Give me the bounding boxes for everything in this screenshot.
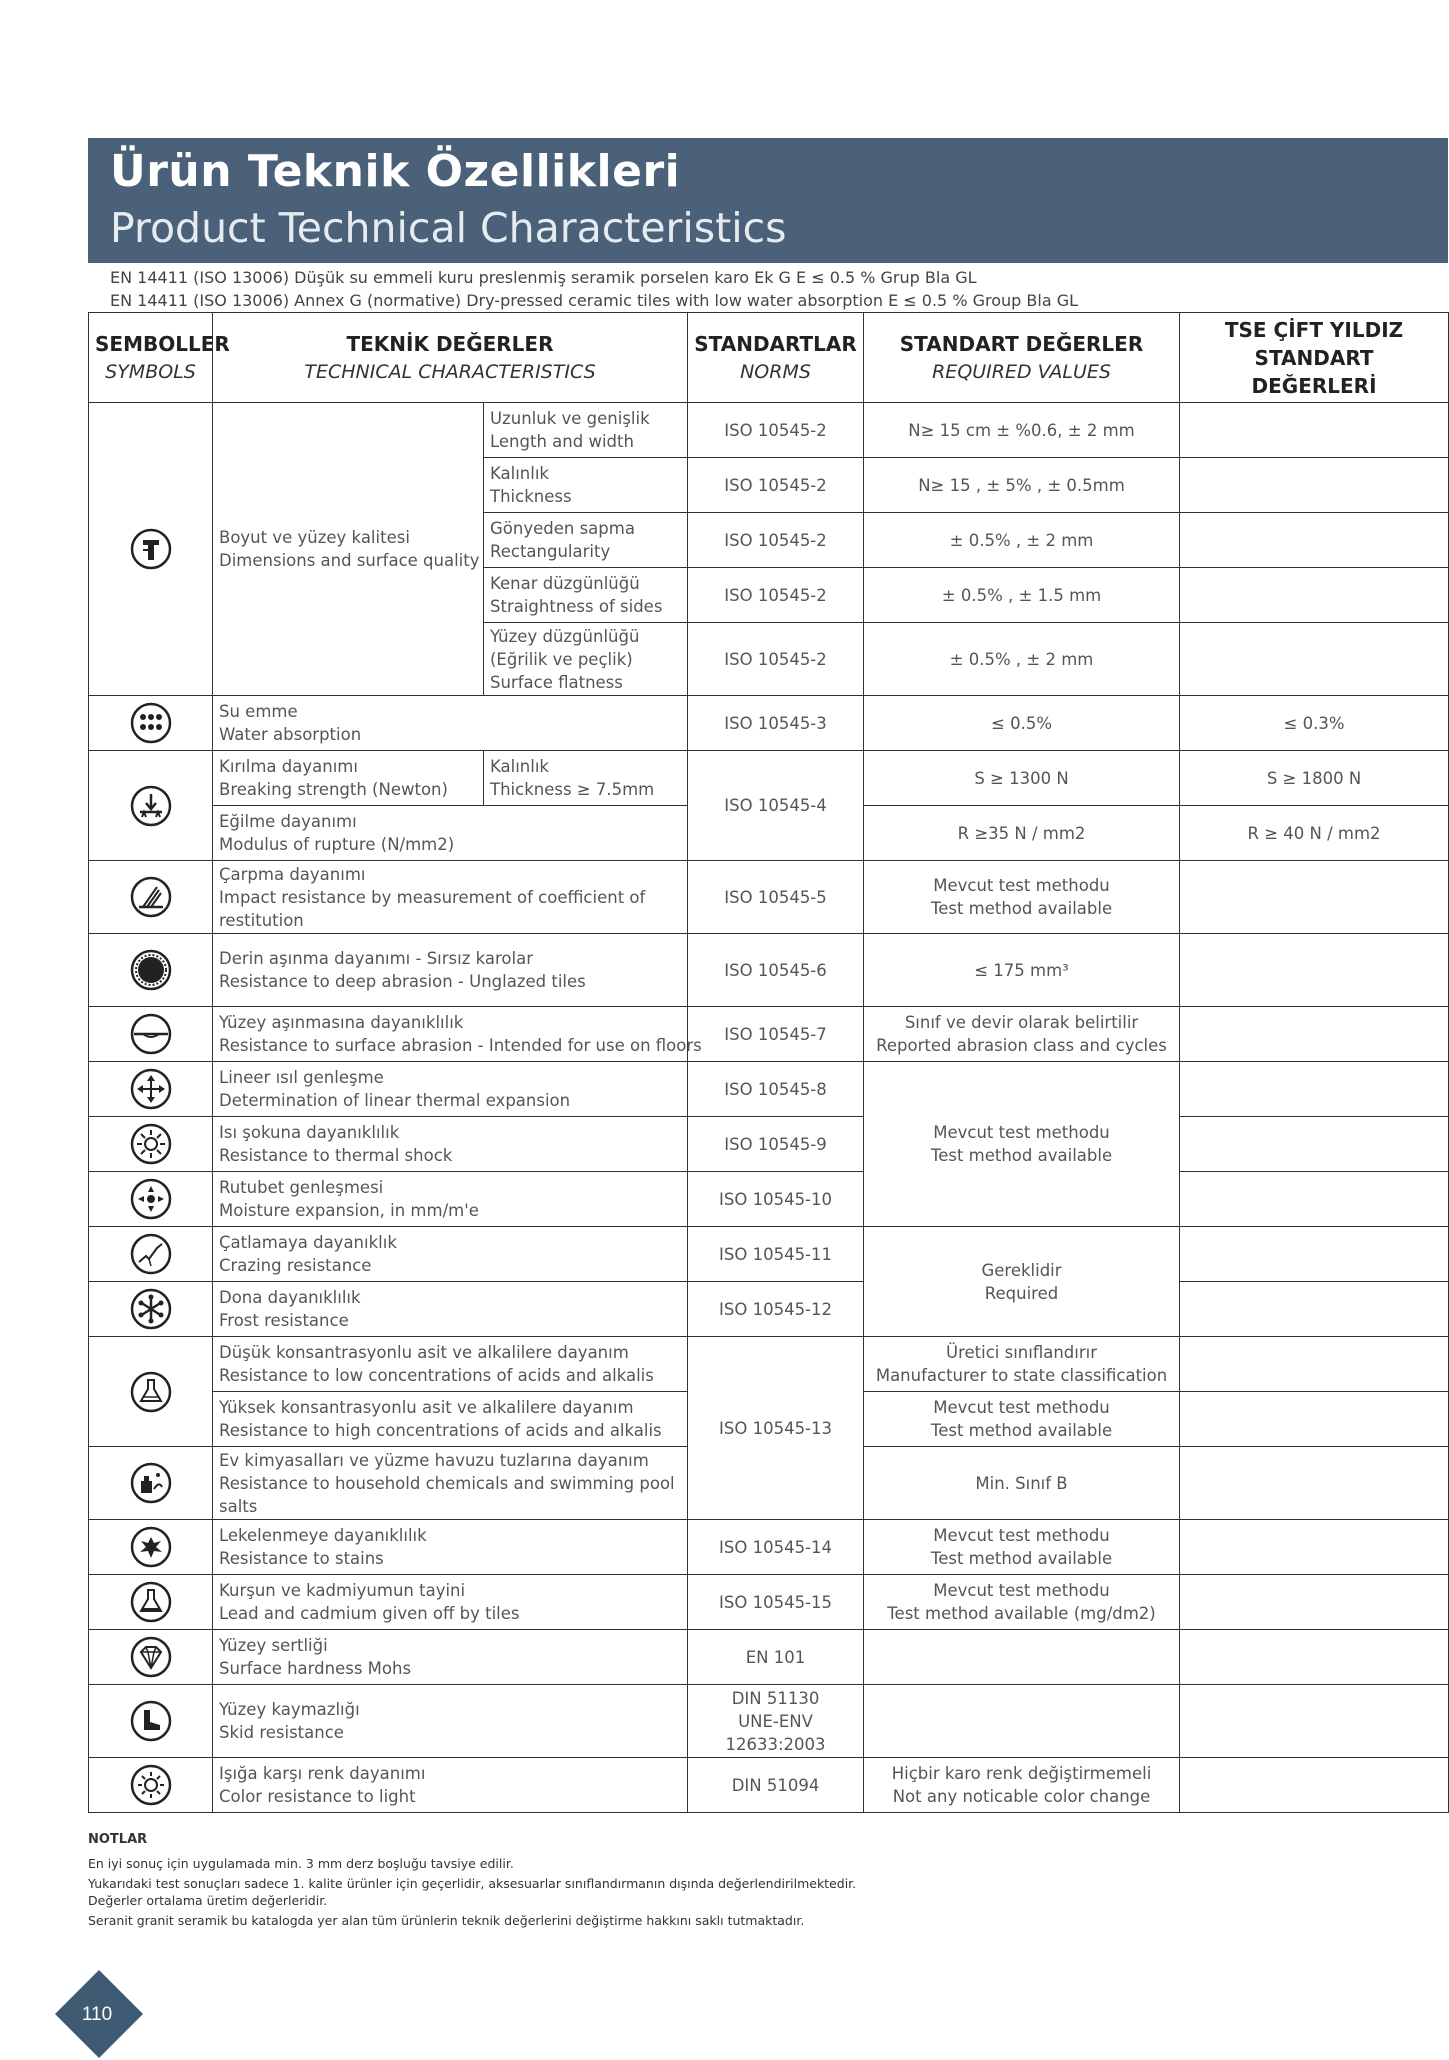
table-row [89,403,1449,458]
table-row [89,1062,1449,1117]
table-row [89,861,1449,934]
symbol-cell [89,1758,213,1813]
symbol-cell [89,1630,213,1685]
tse-cell [1180,1227,1449,1282]
table-row [89,934,1449,1007]
req-cell: Sınıf ve devir olarak belirtilir Reported abrasion class and cycles [864,1007,1180,1062]
header-norms: STANDARTLAR NORMS [688,313,864,403]
symbol-cell [89,1227,213,1282]
symbol-cell [89,1062,213,1117]
norm-cell: ISO 10545-5 [688,861,864,934]
norm-cell: ISO 10545-12 [688,1282,864,1337]
norm-cell: DIN 51130 UNE-ENV 12633:2003 [688,1685,864,1758]
table-row [89,1520,1449,1575]
table-row [89,751,1449,806]
norm-cell: ISO 10545-13 [688,1337,864,1520]
moisture-expansion-icon [129,1177,173,1221]
tse-cell [1180,623,1449,696]
lead-flask-icon [129,1580,173,1624]
tech-label: Yüzey sertliği Surface hardness Mohs [213,1630,688,1685]
tse-cell [1180,1447,1449,1520]
tech-label: Yüksek konsantrasyonlu asit ve alkalilere dayanım Resistance to high concentrations of acids and alkalis [213,1392,688,1447]
symbol-cell [89,696,213,751]
norm-cell: ISO 10545-3 [688,696,864,751]
tech-label: Isı şokuna dayanıklılık Resistance to thermal shock [213,1117,688,1172]
tech-label: Düşük konsantrasyonlu asit ve alkalilere dayanım Resistance to low concentrations of acids and alkalis [213,1337,688,1392]
norm-cell: ISO 10545-2 [688,623,864,696]
dim-sub: Kalınlık Thickness [484,458,688,513]
table-row [89,1117,1449,1172]
tse-cell [1180,1337,1449,1392]
table-row [89,1007,1449,1062]
norm-cell: ISO 10545-6 [688,934,864,1007]
tech-label: Eğilme dayanımı Modulus of rupture (N/mm2) [213,806,688,861]
req-cell: Mevcut test methodu Test method available [864,1520,1180,1575]
dim-sub: Yüzey düzgünlüğü (Eğrilik ve peçlik) Surface flatness [484,623,688,696]
req-cell: ± 0.5% , ± 2 mm [864,513,1180,568]
req-cell: S ≥ 1300 N [864,751,1180,806]
req-cell: Mevcut test methodu Test method available [864,1062,1180,1227]
notes-title: NOTLAR [88,1832,148,1847]
header-technical: TEKNİK DEĞERLER TECHNICAL CHARACTERISTICS [213,313,688,403]
surface-abrasion-icon [129,1012,173,1056]
req-cell: Mevcut test methodu Test method available (mg/dm2) [864,1575,1180,1630]
tech-label: Yüzey aşınmasına dayanıklılık Resistance to surface abrasion - Intended for use on floors [213,1007,688,1062]
req-cell: ± 0.5% , ± 1.5 mm [864,568,1180,623]
table-row [89,1630,1449,1685]
abrasion-disc-icon [129,948,173,992]
norm-cell: DIN 51094 [688,1758,864,1813]
symbol-cell [89,751,213,861]
req-cell: ≤ 175 mm³ [864,934,1180,1007]
tech-label: Rutubet genleşmesi Moisture expansion, in mm/m'e [213,1172,688,1227]
tse-cell [1180,1117,1449,1172]
norm-cell: ISO 10545-4 [688,751,864,861]
table-row [89,1337,1449,1392]
norm-cell: ISO 10545-2 [688,513,864,568]
header-symbols: SEMBOLLER SYMBOLS [89,313,213,403]
symbol-cell [89,861,213,934]
symbol-cell [89,1007,213,1062]
norm-cell: ISO 10545-2 [688,568,864,623]
norm-cell: ISO 10545-15 [688,1575,864,1630]
header-required: STANDART DEĞERLER REQUIRED VALUES [864,313,1180,403]
note-line: Değerler ortalama üretim değerleridir. [88,1893,328,1908]
tse-cell [1180,1392,1449,1447]
page-subtitle: Product Technical Characteristics [110,204,787,252]
header-banner [88,138,1448,263]
tse-cell [1180,1685,1449,1758]
symbol-cell [89,1172,213,1227]
norm-line-en: EN 14411 (ISO 13006) Annex G (normative) Dry-pressed ceramic tiles with low water absorption E ≤ 0.5 % Group Bla GL [110,291,1079,310]
caliper-icon [129,527,173,571]
tse-cell [1180,513,1449,568]
tse-cell: S ≥ 1800 N [1180,751,1449,806]
tse-cell [1180,1630,1449,1685]
household-chemicals-icon [129,1461,173,1505]
symbol-cell [89,934,213,1007]
norm-line-tr: EN 14411 (ISO 13006) Düşük su emmeli kuru preslenmiş seramik porselen karo Ek G E ≤ 0.5 % Grup Bla GL [110,268,977,287]
snowflake-icon [129,1287,173,1331]
impact-icon [129,875,173,919]
tse-cell [1180,568,1449,623]
notes-section [88,1830,1388,1931]
dim-label: Boyut ve yüzey kalitesi Dimensions and surface quality [213,403,484,696]
note-line: En iyi sonuç için uygulamada min. 3 mm derz boşluğu tavsiye edilir. [88,1856,514,1871]
norm-cell: EN 101 [688,1630,864,1685]
tse-cell [1180,1758,1449,1813]
tech-label: Derin aşınma dayanımı - Sırsız karolar Resistance to deep abrasion - Unglazed tiles [213,934,688,1007]
table-row [89,696,1449,751]
req-cell: ± 0.5% , ± 2 mm [864,623,1180,696]
crazing-icon [129,1232,173,1276]
table-header-row [89,313,1449,403]
table-row [89,1758,1449,1813]
expansion-arrows-icon [129,1067,173,1111]
tse-cell [1180,1282,1449,1337]
thermal-shock-icon [129,1122,173,1166]
symbol-cell [89,1337,213,1447]
dim-sub: Uzunluk ve genişlik Length and width [484,403,688,458]
norm-cell: ISO 10545-7 [688,1007,864,1062]
norm-cell: ISO 10545-9 [688,1117,864,1172]
page-title: Ürün Teknik Özellikleri [110,146,681,197]
dim-sub: Kenar düzgünlüğü Straightness of sides [484,568,688,623]
req-cell: Min. Sınıf B [864,1447,1180,1520]
req-cell [864,1630,1180,1685]
tse-cell [1180,1062,1449,1117]
req-cell: N≥ 15 cm ± %0.6, ± 2 mm [864,403,1180,458]
tech-label: Çatlamaya dayanıklık Crazing resistance [213,1227,688,1282]
symbol-cell [89,1520,213,1575]
flask-icon [129,1370,173,1414]
req-cell: Mevcut test methodu Test method available [864,861,1180,934]
water-drops-icon [129,701,173,745]
sun-icon [129,1763,173,1807]
tech-label: Ev kimyasalları ve yüzme havuzu tuzlarına dayanım Resistance to household chemicals and swimming pool salts [213,1447,688,1520]
tech-label: Yüzey kaymazlığı Skid resistance [213,1685,688,1758]
dim-sub: Gönyeden sapma Rectangularity [484,513,688,568]
tse-cell [1180,1575,1449,1630]
tech-sub: Kalınlık Thickness ≥ 7.5mm [484,751,688,806]
spec-table [88,312,1449,1813]
header-tse: TSE ÇİFT YILDIZ STANDART DEĞERLERİ [1180,313,1449,403]
tse-cell [1180,1007,1449,1062]
breaking-strength-icon [129,784,173,828]
tech-label: Işığa karşı renk dayanımı Color resistance to light [213,1758,688,1813]
table-row [89,1685,1449,1758]
norm-cell: ISO 10545-2 [688,403,864,458]
tech-label: Kırılma dayanımı Breaking strength (Newton) [213,751,484,806]
req-cell: Üretici sınıflandırır Manufacturer to state classification [864,1337,1180,1392]
tse-cell [1180,934,1449,1007]
diamond-icon [129,1635,173,1679]
stain-icon [129,1525,173,1569]
symbol-cell [89,1575,213,1630]
norm-cell: ISO 10545-10 [688,1172,864,1227]
page-number-badge [55,1970,145,2060]
norm-cell: ISO 10545-14 [688,1520,864,1575]
symbol-cell [89,1117,213,1172]
table-row [89,1227,1449,1282]
tech-label: Çarpma dayanımı Impact resistance by measurement of coefficient of restitution [213,861,688,934]
tech-label: Lineer ısıl genleşme Determination of linear thermal expansion [213,1062,688,1117]
req-cell: Hiçbir karo renk değiştirmemeli Not any noticable color change [864,1758,1180,1813]
note-line: Seranit granit seramik bu katalogda yer alan tüm ürünlerin teknik değerlerini değiştirme hakkını saklı tutmaktadır. [88,1913,805,1928]
tse-cell [1180,861,1449,934]
symbol-cell [89,1282,213,1337]
tech-label: Lekelenmeye dayanıklılık Resistance to stains [213,1520,688,1575]
tse-cell [1180,403,1449,458]
tech-label: Kurşun ve kadmiyumun tayini Lead and cadmium given off by tiles [213,1575,688,1630]
tse-cell: ≤ 0.3% [1180,696,1449,751]
tse-cell [1180,1520,1449,1575]
req-cell: Gereklidir Required [864,1227,1180,1337]
req-cell: N≥ 15 , ± 5% , ± 0.5mm [864,458,1180,513]
skid-boot-icon [129,1699,173,1743]
req-cell: Mevcut test methodu Test method available [864,1392,1180,1447]
req-cell: ≤ 0.5% [864,696,1180,751]
symbol-cell [89,1447,213,1520]
symbol-cell [89,1685,213,1758]
page-number: 110 [81,2004,113,2025]
req-cell: R ≥35 N / mm2 [864,806,1180,861]
norm-cell: ISO 10545-11 [688,1227,864,1282]
tech-label: Su emme Water absorption [213,696,688,751]
symbol-cell [89,403,213,696]
norm-cell: ISO 10545-8 [688,1062,864,1117]
tech-label: Dona dayanıklılık Frost resistance [213,1282,688,1337]
tse-cell [1180,458,1449,513]
tse-cell: R ≥ 40 N / mm2 [1180,806,1449,861]
table-row [89,1172,1449,1227]
note-line: Yukarıdaki test sonuçları sadece 1. kalite ürünler için geçerlidir, aksesuarlar sınıflandırmanın dışında değerlendirilmektedir. [88,1876,857,1891]
table-row [89,1282,1449,1337]
table-row [89,1575,1449,1630]
tse-cell [1180,1172,1449,1227]
norm-cell: ISO 10545-2 [688,458,864,513]
req-cell [864,1685,1180,1758]
